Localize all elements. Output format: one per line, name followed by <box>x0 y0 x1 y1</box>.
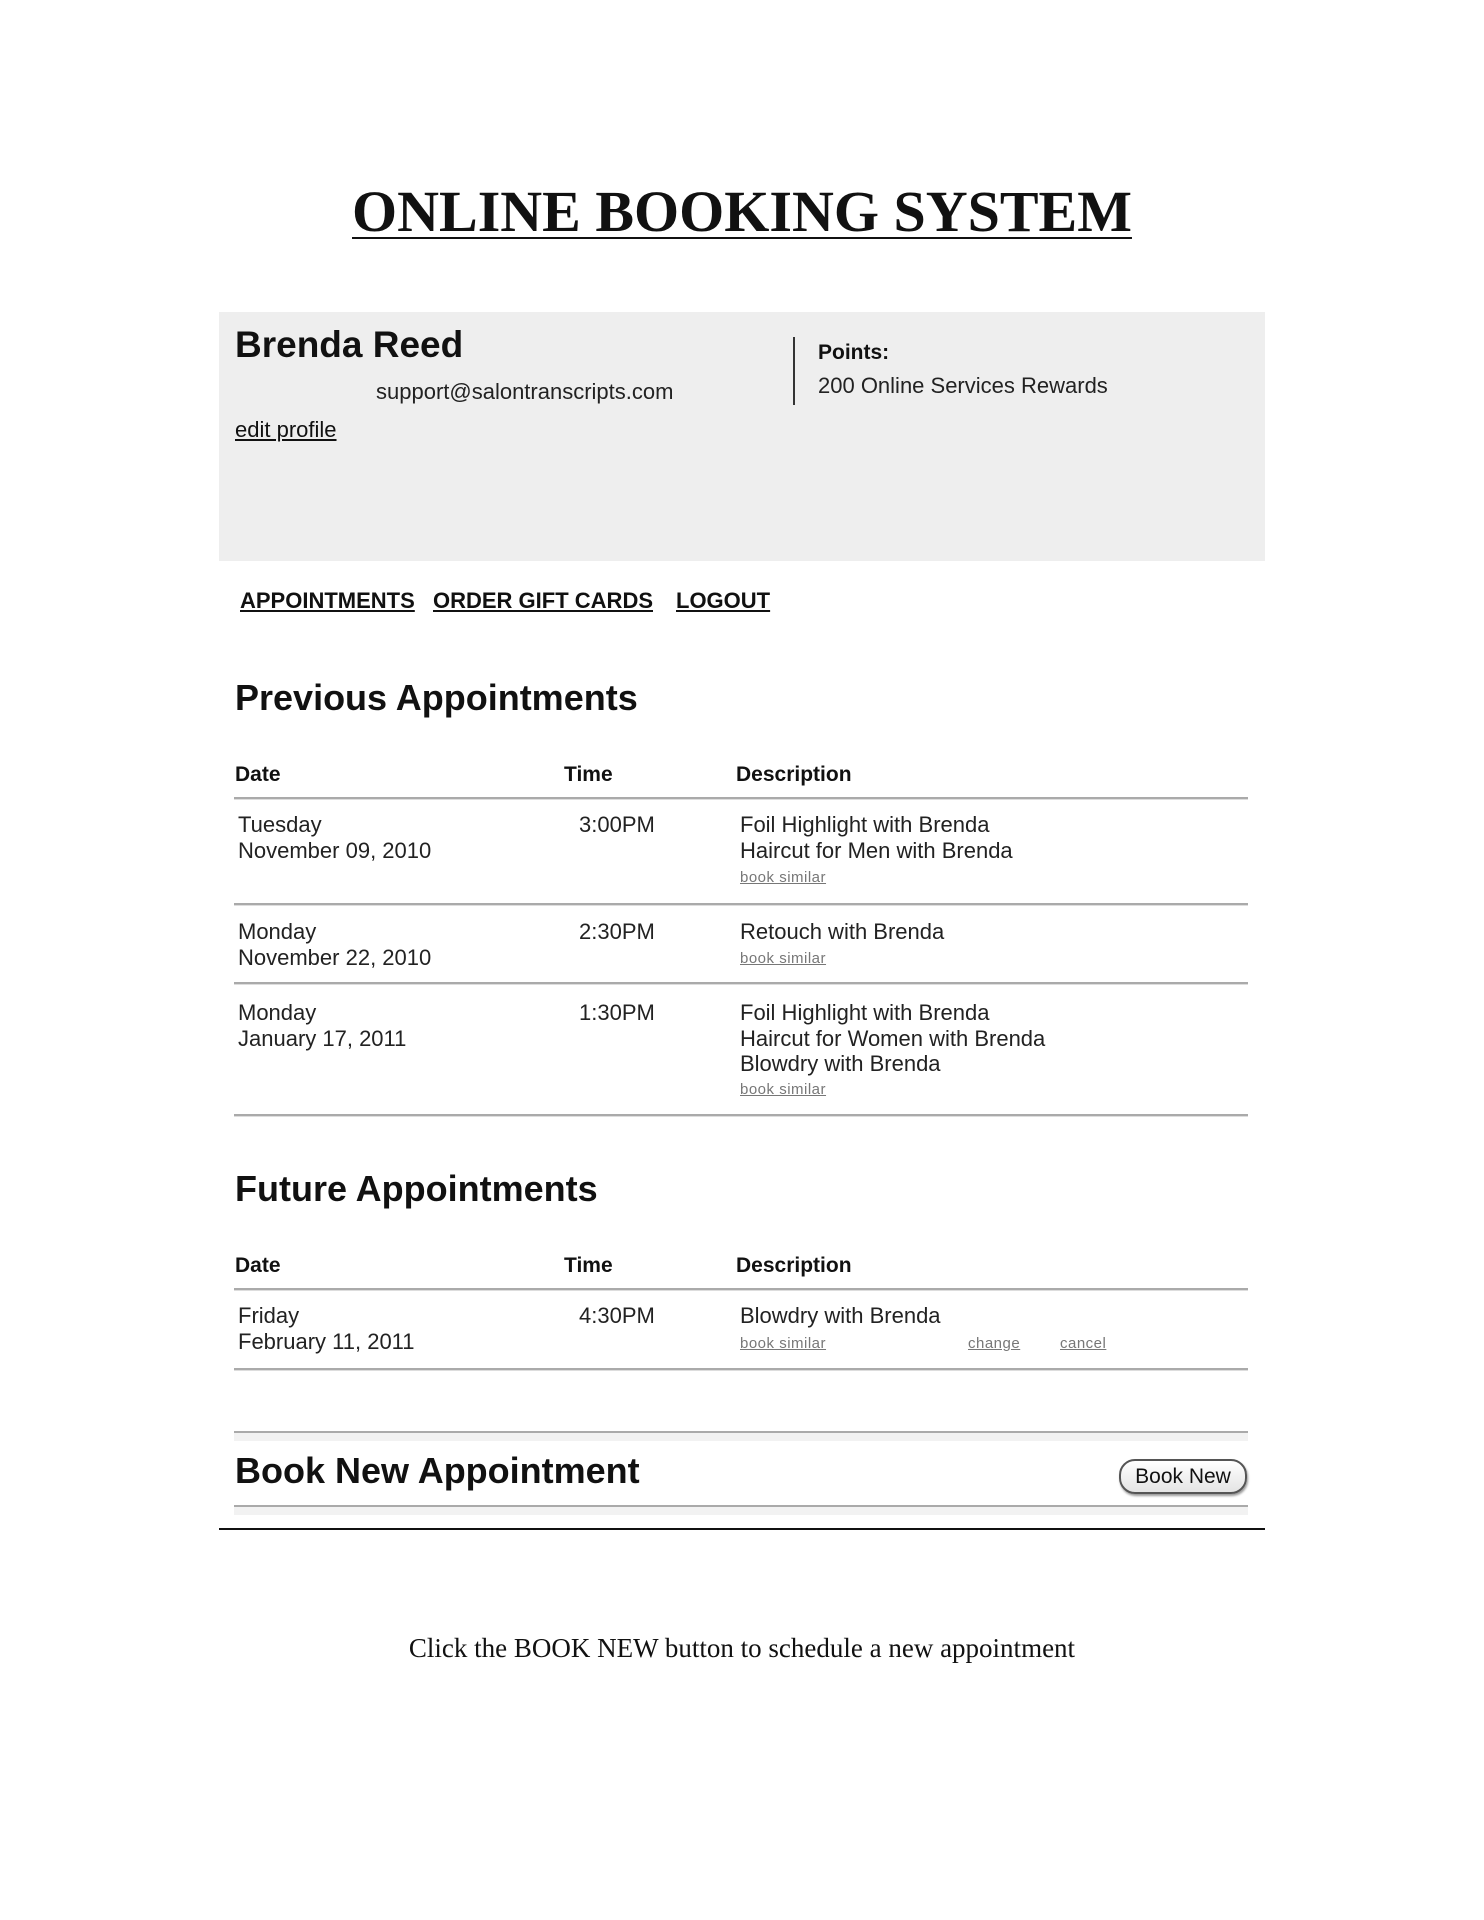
book-new-button[interactable]: Book New <box>1119 1459 1247 1494</box>
date-cell <box>238 812 431 863</box>
page-title: ONLINE BOOKING SYSTEM <box>352 179 1132 244</box>
service: Foil Highlight with Brenda <box>740 812 990 837</box>
future-appointments-heading: Future Appointments <box>235 1168 598 1209</box>
time-cell: 3:00PM <box>579 812 655 837</box>
divider <box>793 337 795 405</box>
edit-profile-link[interactable]: edit profile <box>235 417 337 442</box>
change-link[interactable]: change <box>968 1335 1021 1352</box>
service: Haircut for Men with Brenda <box>740 837 1013 863</box>
user-name: Brenda Reed <box>235 324 464 365</box>
book-new-heading: Book New Appointment <box>235 1450 640 1491</box>
time-cell: 1:30PM <box>579 1000 655 1025</box>
divider <box>234 1114 1248 1117</box>
cancel-link[interactable]: cancel <box>1060 1335 1107 1352</box>
description-cell <box>740 919 944 945</box>
previous-appointments-heading: Previous Appointments <box>235 677 638 718</box>
divider <box>234 1505 1248 1515</box>
time-cell: 4:30PM <box>579 1303 655 1328</box>
points-label: Points: <box>818 341 890 364</box>
user-email: support@salontranscripts.com <box>376 379 674 404</box>
day: Tuesday <box>238 812 322 837</box>
nav-order-gift-cards[interactable]: ORDER GIFT CARDS <box>433 588 653 613</box>
divider <box>219 1528 1265 1530</box>
column-date: Date <box>235 1254 281 1277</box>
date-cell <box>238 1000 406 1051</box>
date: January 17, 2011 <box>238 1025 407 1051</box>
service: Haircut for Women with Brenda <box>740 1025 1046 1051</box>
points-value: 200 Online Services Rewards <box>818 373 1108 398</box>
book-similar-link[interactable]: book similar <box>740 1335 827 1352</box>
service: Blowdry with Brenda <box>740 1051 941 1076</box>
divider <box>234 982 1248 985</box>
column-description: Description <box>736 763 852 786</box>
column-date: Date <box>235 763 281 786</box>
day: Monday <box>238 1000 317 1025</box>
service: Retouch with Brenda <box>740 919 945 944</box>
book-similar-link[interactable]: book similar <box>740 869 827 886</box>
divider <box>234 1368 1248 1371</box>
date-cell <box>238 919 431 970</box>
divider <box>234 1431 1248 1441</box>
column-description: Description <box>736 1254 852 1277</box>
date: February 11, 2011 <box>238 1328 415 1354</box>
description-cell <box>740 1303 941 1329</box>
day: Friday <box>238 1303 300 1328</box>
divider <box>234 797 1248 800</box>
description-cell <box>740 1000 1045 1077</box>
book-similar-link[interactable]: book similar <box>740 950 827 967</box>
time-cell: 2:30PM <box>579 919 655 944</box>
day: Monday <box>238 919 317 944</box>
book-similar-link[interactable]: book similar <box>740 1081 827 1098</box>
date: November 22, 2010 <box>238 944 432 970</box>
date: November 09, 2010 <box>238 837 432 863</box>
nav-logout[interactable]: LOGOUT <box>676 588 771 613</box>
service: Blowdry with Brenda <box>740 1303 941 1328</box>
instruction-caption: Click the BOOK NEW button to schedule a new appointment <box>408 1633 1076 1663</box>
date-cell <box>238 1303 415 1354</box>
divider <box>234 903 1248 906</box>
column-time: Time <box>564 1254 613 1277</box>
column-time: Time <box>564 763 613 786</box>
service: Foil Highlight with Brenda <box>740 1000 990 1025</box>
nav-appointments[interactable]: APPOINTMENTS <box>240 588 415 613</box>
divider <box>234 1288 1248 1291</box>
description-cell <box>740 812 1013 863</box>
